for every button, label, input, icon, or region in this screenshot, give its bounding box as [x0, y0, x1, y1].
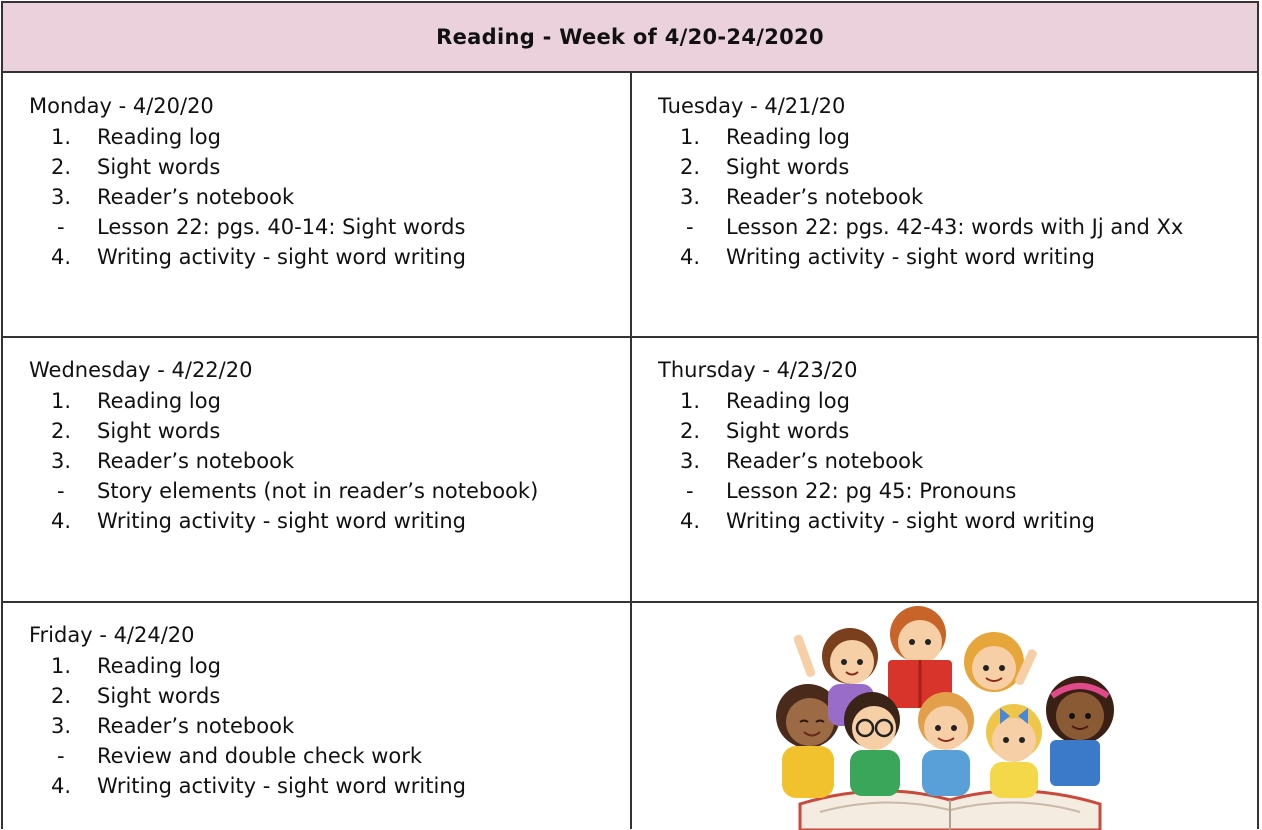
item-marker: 1. [51, 389, 72, 413]
day-cell-monday [3, 74, 630, 336]
item-text: Reading log [726, 389, 850, 413]
list-item [658, 386, 1257, 416]
item-text: Writing activity - sight word writing [97, 509, 466, 533]
list-item [658, 446, 1257, 476]
day-heading: Monday - 4/20/20 [29, 94, 214, 118]
item-text: Lesson 22: pgs. 40-14: Sight words [97, 215, 466, 239]
item-text: Reader’s notebook [97, 449, 295, 473]
item-marker: 4. [51, 509, 72, 533]
list-item [29, 416, 630, 446]
day-heading: Friday - 4/24/20 [29, 623, 195, 647]
item-text: Reading log [726, 125, 850, 149]
table-border-right [1257, 72, 1259, 829]
day-cell-friday [3, 603, 630, 829]
item-marker: 2. [51, 155, 72, 179]
item-text: Reading log [97, 654, 221, 678]
item-marker: 3. [680, 449, 701, 473]
item-marker: 2. [680, 155, 701, 179]
children-reading-image [760, 604, 1140, 830]
list-item [29, 651, 630, 681]
item-marker: - [686, 215, 694, 239]
item-text: Writing activity - sight word writing [726, 245, 1095, 269]
list-item [29, 386, 630, 416]
list-item [658, 122, 1257, 152]
list-item [29, 242, 630, 272]
day-heading: Thursday - 4/23/20 [658, 358, 858, 382]
item-text: Sight words [726, 155, 850, 179]
item-marker: 4. [680, 509, 701, 533]
item-text: Sight words [97, 155, 221, 179]
list-item [658, 416, 1257, 446]
list-item [658, 506, 1257, 536]
item-marker: 4. [680, 245, 701, 269]
item-marker: 2. [51, 419, 72, 443]
item-marker: 4. [51, 245, 72, 269]
day-heading: Wednesday - 4/22/20 [29, 358, 253, 382]
item-text: Reader’s notebook [97, 185, 295, 209]
list-subitem [658, 212, 1257, 242]
item-marker: 2. [51, 684, 72, 708]
page-title: Reading - Week of 4/20-24/2020 [1, 1, 1259, 73]
item-text: Lesson 22: pg 45: Pronouns [726, 479, 1017, 503]
item-marker: 1. [680, 125, 701, 149]
list-subitem [29, 212, 630, 242]
item-marker: 1. [680, 389, 701, 413]
list-item [29, 182, 630, 212]
item-marker: - [57, 215, 65, 239]
item-text: Review and double check work [97, 744, 423, 768]
item-marker: 1. [51, 654, 72, 678]
list-subitem [29, 741, 630, 771]
list-subitem [29, 476, 630, 506]
item-text: Writing activity - sight word writing [726, 509, 1095, 533]
day-cell-tuesday [632, 74, 1257, 336]
list-item [658, 152, 1257, 182]
item-text: Reading log [97, 125, 221, 149]
list-item [29, 771, 630, 801]
item-marker: - [686, 479, 694, 503]
day-cell-thursday [632, 338, 1257, 601]
list-subitem [658, 476, 1257, 506]
item-marker: 3. [51, 449, 72, 473]
day-heading: Tuesday - 4/21/20 [658, 94, 846, 118]
item-text: Sight words [726, 419, 850, 443]
item-marker: 3. [51, 185, 72, 209]
list-item [29, 681, 630, 711]
item-marker: 3. [51, 714, 72, 738]
item-text: Lesson 22: pgs. 42-43: words with Jj and Xx [726, 215, 1184, 239]
item-text: Sight words [97, 684, 221, 708]
item-text: Sight words [97, 419, 221, 443]
list-item [29, 122, 630, 152]
item-marker: - [57, 479, 65, 503]
item-marker: - [57, 744, 65, 768]
list-item [29, 506, 630, 536]
item-marker: 2. [680, 419, 701, 443]
item-text: Story elements (not in reader’s notebook) [97, 479, 539, 503]
list-item [29, 711, 630, 741]
item-marker: 1. [51, 125, 72, 149]
children-reading-illustration [760, 604, 1140, 830]
list-item [658, 242, 1257, 272]
item-text: Reading log [97, 389, 221, 413]
item-text: Reader’s notebook [97, 714, 295, 738]
item-text: Reader’s notebook [726, 449, 924, 473]
item-text: Writing activity - sight word writing [97, 245, 466, 269]
item-marker: 4. [51, 774, 72, 798]
item-text: Reader’s notebook [726, 185, 924, 209]
list-item [658, 182, 1257, 212]
list-item [29, 152, 630, 182]
list-item [29, 446, 630, 476]
item-marker: 3. [680, 185, 701, 209]
day-cell-wednesday [3, 338, 630, 601]
item-text: Writing activity - sight word writing [97, 774, 466, 798]
